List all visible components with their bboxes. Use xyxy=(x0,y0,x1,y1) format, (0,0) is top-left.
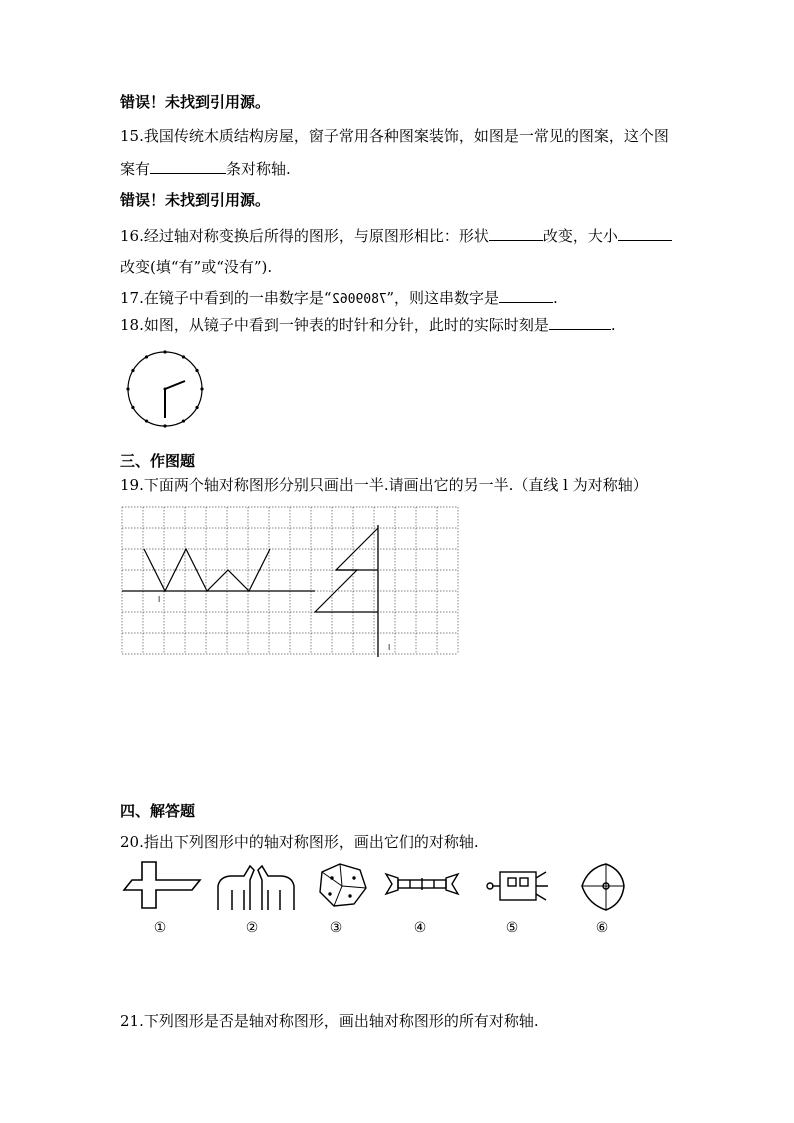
q20-figures-row xyxy=(122,860,642,938)
q16-text-mid: 改变，大小 xyxy=(542,227,618,245)
clock-hour-dot xyxy=(182,355,185,358)
q18-text-pre: 18.如图，从镜子中看到一钟表的时针和分针，此时的实际时刻是 xyxy=(120,316,549,334)
clock-hour-dot xyxy=(126,387,129,390)
q17-text-post: . xyxy=(553,289,558,307)
clock-hour-dot xyxy=(195,406,198,409)
figure-2-deer xyxy=(218,866,294,910)
right-axis-label: l xyxy=(388,643,391,652)
q17-text-mid: ”，则这串数字是 xyxy=(386,289,499,307)
clock-hour-dot xyxy=(163,424,166,427)
figure-label: ② xyxy=(245,920,259,936)
clock-hour-dot xyxy=(200,387,203,390)
q18-text-post: . xyxy=(610,316,616,334)
q15-answer-blank[interactable] xyxy=(150,158,226,174)
error-message-2: 错误！未找到引用源。 xyxy=(120,191,271,209)
figure-1-cross xyxy=(124,862,200,908)
clock-hour-dot xyxy=(182,419,185,422)
q16-size-blank[interactable] xyxy=(618,225,672,241)
question-16-line-1 xyxy=(120,225,672,246)
clock-hour-dot xyxy=(163,350,166,353)
question-15-line-1: 15.我国传统木质结构房屋，窗子常用各种图案装饰，如图是一常见的图案，这个图 xyxy=(120,127,669,145)
left-axis-label: l xyxy=(158,595,161,604)
figure-6-four-leaf xyxy=(582,864,624,910)
figure-label: ④ xyxy=(413,920,427,936)
dotted-grid xyxy=(122,507,458,654)
q15-text-pre: 案有 xyxy=(120,160,151,178)
question-17 xyxy=(120,287,558,310)
q16-text-pre: 16.经过轴对称变换后所得的图形，与原图形相比：形状 xyxy=(120,227,489,245)
clock-hour-dot xyxy=(145,355,148,358)
clock-hour-hand xyxy=(165,381,185,389)
error-message-1: 错误！未找到引用源。 xyxy=(120,93,271,111)
question-21: 21.下列图形是否是轴对称图形，画出轴对称图形的所有对称轴. xyxy=(120,1012,539,1030)
q17-mirrored-digits: 7809062 xyxy=(331,292,387,307)
q18-answer-blank[interactable] xyxy=(549,314,611,330)
section-3-title: 三、作图题 xyxy=(120,452,196,470)
section-4-title: 四、解答题 xyxy=(120,802,196,820)
question-18 xyxy=(120,314,616,335)
clock-hour-dot xyxy=(195,369,198,372)
q15-text-post: 条对称轴. xyxy=(226,160,291,178)
question-19: 19.下面两个轴对称图形分别只画出一半.请画出它的另一半.（直线 l 为对称轴） xyxy=(120,476,648,494)
q17-text-pre: 17.在镜子中看到的一串数字是“ xyxy=(120,289,332,307)
q19-grid-figure xyxy=(120,505,466,660)
figure-label: ⑤ xyxy=(505,920,519,936)
figure-labels xyxy=(154,920,609,936)
clock-hour-dot xyxy=(131,369,134,372)
question-16-line-2: 改变(填“有”或“没有”). xyxy=(120,258,273,276)
question-20: 20.指出下列图形中的轴对称图形，画出它们的对称轴. xyxy=(120,833,479,851)
figure-4-symmetric-ornament xyxy=(386,874,458,894)
figure-5-robot xyxy=(487,872,548,900)
clock-hour-dot xyxy=(145,419,148,422)
clock-center xyxy=(164,388,167,391)
figure-label: ③ xyxy=(329,920,343,936)
figure-label: ⑥ xyxy=(595,920,609,936)
q16-shape-blank[interactable] xyxy=(489,225,543,241)
figure-label: ① xyxy=(153,920,167,936)
q17-answer-blank[interactable] xyxy=(499,287,553,303)
question-15-line-2 xyxy=(120,158,291,179)
figure-3-flower xyxy=(320,864,366,906)
clock-hour-dot xyxy=(131,406,134,409)
mirrored-clock-figure xyxy=(124,348,206,430)
